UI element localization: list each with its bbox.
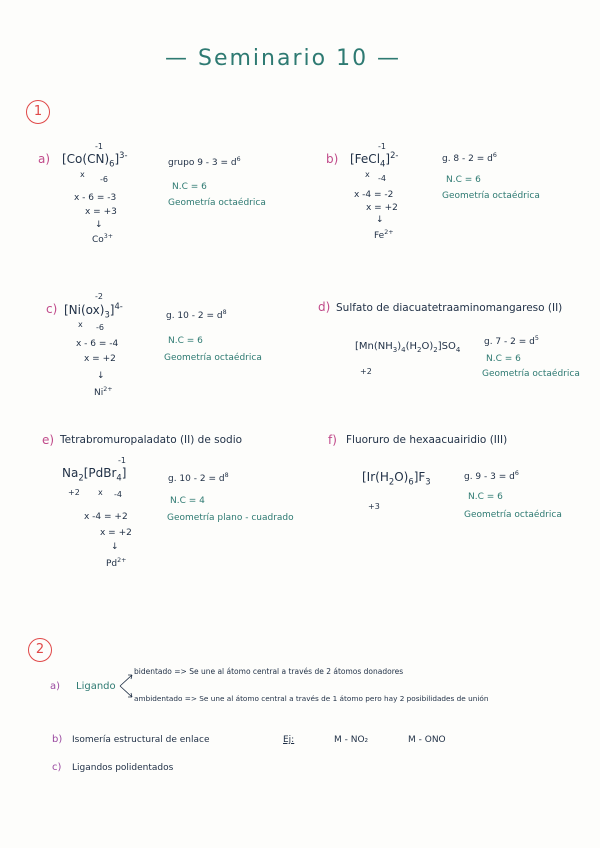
item-d-charge: +2 — [360, 367, 372, 376]
item-e-x: x — [98, 488, 103, 497]
bidentado-text: bidentado => Se une al átomo central a través de 2 átomos donadores — [134, 667, 404, 676]
item-e-arrow: ↓ — [111, 542, 119, 552]
item-e-geom: Geometría plano - cuadrado — [167, 513, 294, 523]
item-d-formula: $[Mn(NH_3)_4(H_2O)_2]SO_4$ — [355, 341, 461, 354]
item-a-formula: $[Co(CN)_6]^{3-}$ — [62, 150, 128, 169]
item-e-ion: $Pd^{2+}$ — [106, 557, 127, 569]
item-a-geom: Geometría octaédrica — [168, 198, 266, 208]
branch-arrows-icon — [118, 672, 134, 700]
item-a-eq2: x = +3 — [85, 207, 117, 217]
item-e-under: -4 — [114, 490, 122, 499]
item-b-label: b) — [326, 152, 339, 166]
item-f-label: f) — [328, 433, 337, 447]
item-c-top-charge: -2 — [95, 292, 103, 301]
section-2-number: 2 — [28, 638, 52, 662]
item-d-geom: Geometría octaédrica — [482, 369, 580, 379]
item-e-label: e) — [42, 433, 55, 447]
isomeria-text: Isomería estructural de enlace — [72, 735, 210, 745]
ambidentado-text: ambidentado => Se une al átomo central a través de 1 átomo pero hay 2 posibilidades de unión — [134, 694, 489, 703]
item-c-ion: $Ni^{2+}$ — [94, 386, 113, 398]
item-c-label: c) — [46, 302, 58, 316]
item-c-under: -6 — [96, 323, 104, 332]
item-f-formula: $[Ir(H_2O)_6]F_3$ — [362, 470, 431, 487]
item-b-nc: N.C = 6 — [446, 175, 481, 185]
page-title: — Seminario 10 — — [165, 46, 402, 71]
section-1-number: 1 — [26, 100, 50, 124]
item-e-group: g. $10 - 2 = d^8$ — [168, 472, 229, 484]
item-b-eq2: x = +2 — [366, 203, 398, 213]
item-c-arrow: ↓ — [97, 371, 105, 381]
item-c-geom: Geometría octaédrica — [164, 353, 262, 363]
ej-example-2: M - ONO — [408, 735, 446, 745]
item-b-under: -4 — [378, 174, 386, 183]
item-a-group: grupo $9 - 3 = d^6$ — [168, 156, 241, 168]
item-a-top-charge: -1 — [95, 142, 103, 151]
item-e-nc: N.C = 4 — [170, 496, 205, 506]
ej-example-1: M - NO₂ — [334, 735, 369, 745]
item-b-group: g. $8 - 2 = d^6$ — [442, 152, 497, 164]
item-f-group: g. $9 - 3 = d^6$ — [464, 470, 519, 482]
item-f-nc: N.C = 6 — [468, 492, 503, 502]
item-b-geom: Geometría octaédrica — [442, 191, 540, 201]
item-f-heading: Fluoruro de hexaacuairidio (III) — [346, 434, 508, 446]
item-c-x: x — [78, 320, 83, 329]
item-b-ion: $Fe^{2+}$ — [374, 229, 394, 241]
item-d-heading: Sulfato de diacuatetraaminomangareso (II) — [336, 302, 563, 314]
section-2-c-label: c) — [52, 762, 62, 773]
polidentados-text: Ligandos polidentados — [72, 763, 174, 773]
section-2-b-label: b) — [52, 734, 63, 745]
item-b-formula: [FeCl$_4$]$^{2-}$ — [350, 150, 399, 169]
item-a-x: x — [80, 170, 85, 179]
item-a-arrow: ↓ — [95, 220, 103, 230]
item-b-eq1: x -4 = -2 — [354, 190, 394, 200]
item-e-eq2: x = +2 — [100, 528, 132, 538]
item-e-heading: Tetrabromuropaladato (II) de sodio — [60, 434, 243, 446]
section-2-a-label: a) — [50, 681, 61, 692]
item-e-formula: $Na_2[PdBr_4]$ — [62, 466, 127, 483]
item-c-group: g. $10 - 2 = d^8$ — [166, 309, 227, 321]
item-b-x: x — [365, 170, 370, 179]
item-f-charge: +3 — [368, 502, 380, 511]
item-a-label: a) — [38, 152, 51, 166]
item-f-geom: Geometría octaédrica — [464, 510, 562, 520]
item-c-nc: N.C = 6 — [168, 336, 203, 346]
item-c-eq2: x = +2 — [84, 354, 116, 364]
item-e-plus2: +2 — [68, 488, 80, 497]
ligando-label: Ligando — [76, 681, 116, 692]
item-a-nc: N.C = 6 — [172, 182, 207, 192]
item-d-nc: N.C = 6 — [486, 354, 521, 364]
item-c-formula: $[Ni(ox)_3]^{4-}$ — [64, 301, 123, 320]
item-d-label: d) — [318, 300, 331, 314]
ej-label: Ej: — [283, 735, 295, 745]
item-e-top-charge: -1 — [118, 456, 126, 465]
item-e-eq1: x -4 = +2 — [84, 512, 128, 522]
item-b-top-charge: -1 — [378, 142, 386, 151]
item-d-group: g. $7 - 2 = d^5$ — [484, 335, 539, 347]
item-a-ion: $Co^{3+}$ — [92, 233, 114, 245]
item-a-eq1: x - 6 = -3 — [74, 193, 117, 203]
item-a-under: -6 — [100, 175, 108, 184]
item-c-eq1: x - 6 = -4 — [76, 339, 119, 349]
item-b-arrow: ↓ — [376, 215, 384, 225]
